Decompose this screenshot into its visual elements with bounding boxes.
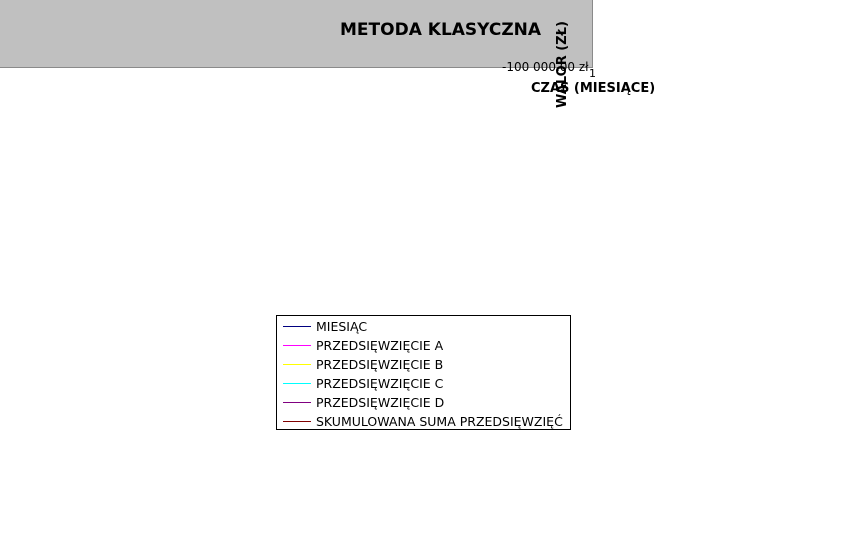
legend: [276, 315, 571, 430]
legend-swatch: [283, 364, 311, 365]
legend-item: [277, 374, 570, 393]
x-tick-label: 1: [589, 67, 596, 80]
legend-swatch: [283, 402, 311, 403]
legend-item: [277, 336, 570, 355]
legend-swatch: [283, 345, 311, 346]
legend-label: MIESIĄC: [316, 319, 368, 334]
chart-title: METODA KLASYCZNA: [340, 20, 542, 40]
legend-label: PRZEDSIĘWZIĘCIE C: [316, 376, 444, 391]
x-axis-label: CZAS (MIESIĄCE): [531, 81, 656, 96]
legend-label: SKUMULOWANA SUMA PRZEDSIĘWZIĘĆ: [316, 414, 563, 429]
legend-label: PRZEDSIĘWZIĘCIE D: [316, 395, 445, 410]
legend-item: [277, 317, 570, 336]
legend-item: [277, 393, 570, 412]
legend-label: PRZEDSIĘWZIĘCIE A: [316, 338, 444, 353]
plot-area: [0, 0, 593, 68]
legend-swatch: [283, 383, 311, 384]
legend-label: PRZEDSIĘWZIĘCIE B: [316, 357, 444, 372]
legend-swatch: [283, 421, 311, 422]
y-axis-label: WALOR (ZŁ): [555, 21, 570, 108]
legend-item: [277, 355, 570, 374]
legend-swatch: [283, 326, 311, 327]
y-tick-label: -100 000,00 zł: [502, 60, 589, 74]
legend-item: [277, 412, 570, 431]
